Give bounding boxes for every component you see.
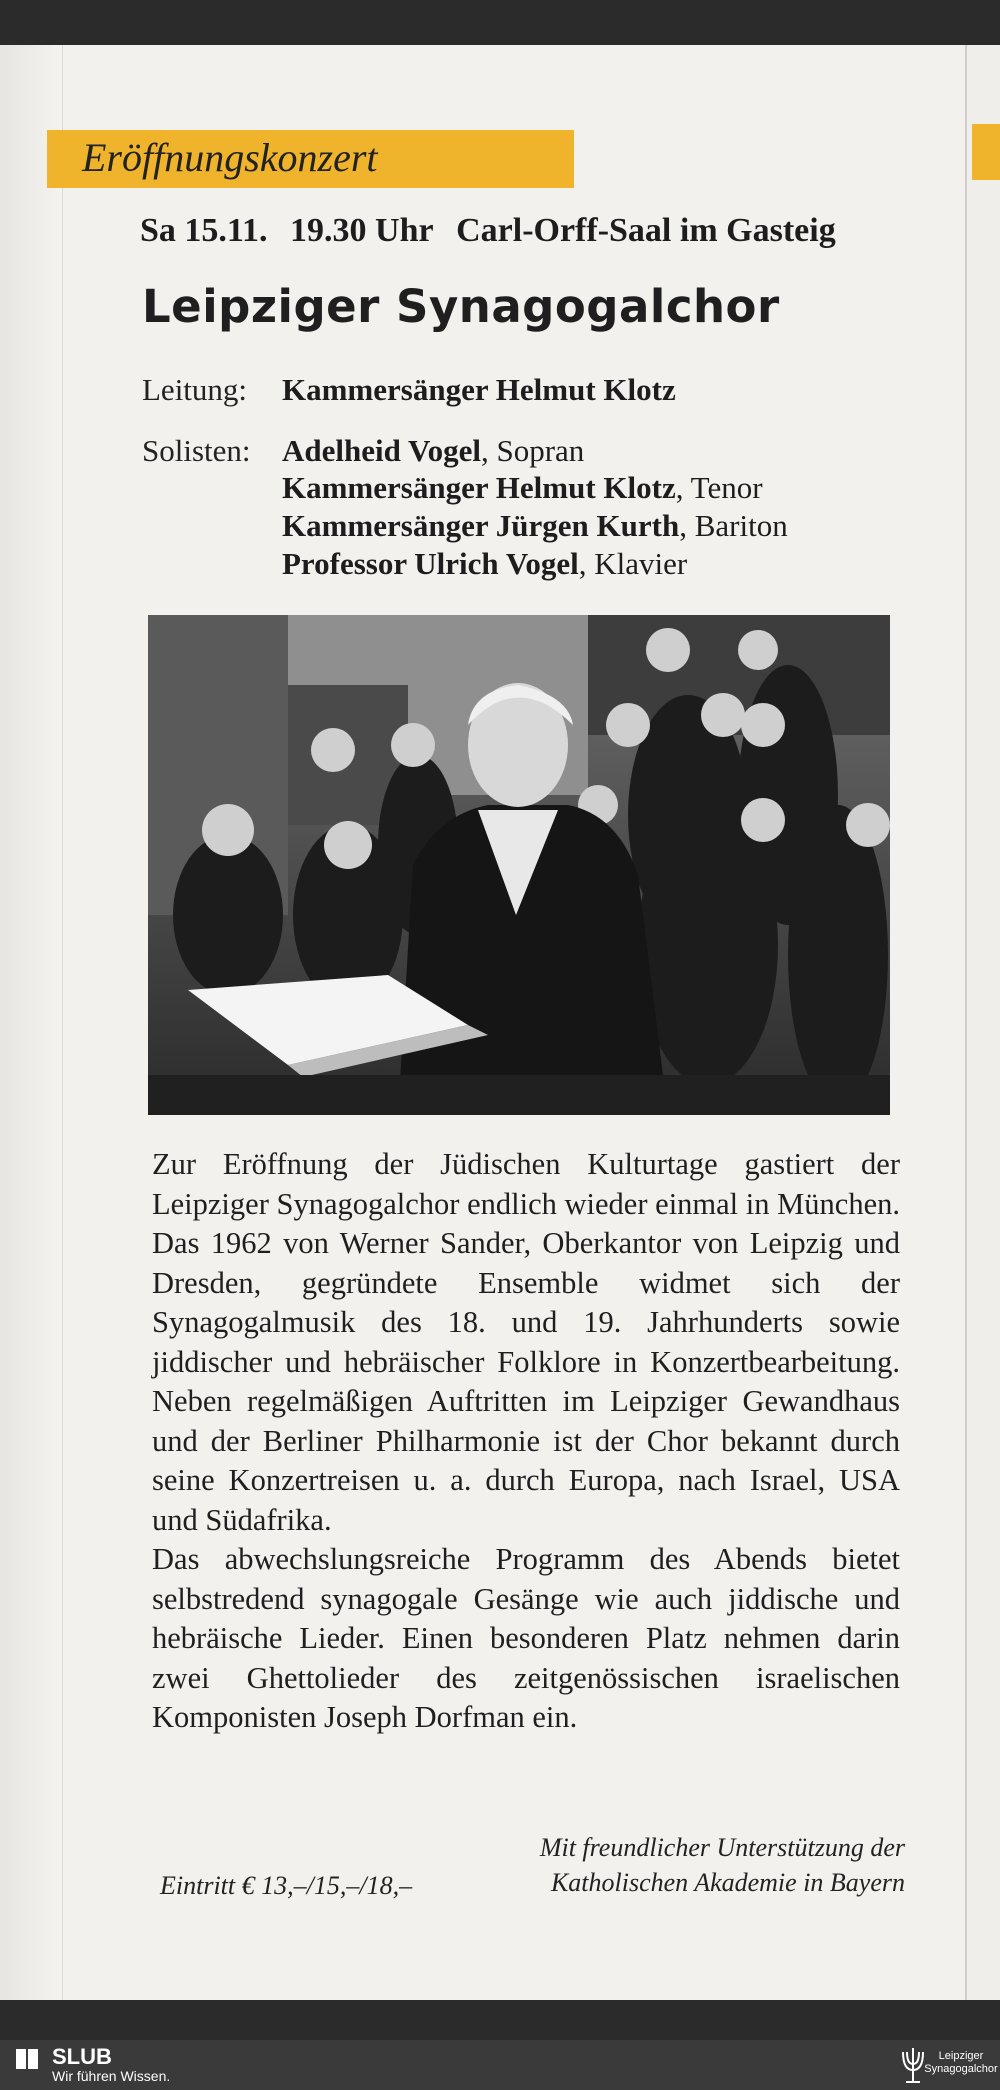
description-paragraph-1: Zur Eröffnung der Jüdischen Kulturtage gastiert der Leipziger Synagogalchor endlich wieder einmal in München. Das 1962 von Werner Sander, Oberkantor von Leipzig und Dresden, gegründete Ensemble widmet sich der Synagogalmusik des 18. und 19. Jahrhunderts sowie jiddischer und hebräischer Folklore in Konzertbearbeitung. Neben regelmäßigen Auftritten im Leipziger Gewandhaus und der Berliner Philharmonie ist der Chor bekannt durch seine Konzertreisen u. a. durch Europa, nach Israel, USA und Südafrika. bbox=[152, 1147, 900, 1537]
leitung-name: Kammersänger Helmut Klotz bbox=[282, 372, 676, 407]
soloist-name: Adelheid Vogel bbox=[282, 433, 481, 468]
soloist-role: , Sopran bbox=[480, 433, 585, 468]
page-fold-left bbox=[0, 45, 63, 2000]
choir-logo-line-2: Synagogalchor bbox=[924, 2063, 998, 2075]
choir-title: Leipziger Synagogalchor bbox=[142, 280, 780, 333]
page-fold-right bbox=[965, 45, 1000, 2000]
sponsor-line-1: Mit freundlicher Unterstützung der bbox=[539, 1833, 905, 1862]
soloist-name: Professor Ulrich Vogel bbox=[282, 546, 579, 581]
choir-photo bbox=[148, 615, 890, 1115]
soloist-role: , Tenor bbox=[675, 470, 763, 505]
event-venue: Carl-Orff-Saal im Gasteig bbox=[456, 212, 836, 249]
section-banner-title: Eröffnungskonzert bbox=[82, 135, 378, 180]
soloist-1 bbox=[282, 433, 584, 469]
soloist-role: , Klavier bbox=[578, 546, 688, 581]
admission-price: Eintritt € 13,–/15,–/18,– bbox=[160, 1871, 413, 1900]
soloist-3 bbox=[282, 508, 788, 544]
choir-logo-text bbox=[922, 2050, 1000, 2076]
soloist-name: Kammersänger Helmut Klotz bbox=[282, 470, 676, 505]
sponsor-line-2: Katholischen Akademie in Bayern bbox=[550, 1868, 905, 1897]
slub-name[interactable]: SLUB bbox=[52, 2044, 112, 2069]
slub-slogan: Wir führen Wissen. bbox=[52, 2068, 171, 2084]
description-text bbox=[152, 1145, 900, 1738]
description-paragraph-2: Das abwechslungsreiche Programm des Abends bietet selbstredend synagogale Gesänge wie auch jiddische und hebräische Lieder. Einen besonderen Platz nehmen darin zwei Ghettolieder des zeitgenössischen israelischen Komponisten Joseph Dorfman ein. bbox=[152, 1542, 900, 1734]
book-icon bbox=[14, 2046, 40, 2072]
leitung-label: Leitung: bbox=[142, 372, 248, 407]
next-page-banner-edge bbox=[972, 124, 1000, 180]
event-date-line bbox=[140, 212, 850, 250]
solisten-label: Solisten: bbox=[142, 433, 251, 468]
event-time: 19.30 Uhr bbox=[290, 212, 434, 249]
soloist-name: Kammersänger Jürgen Kurth bbox=[282, 508, 680, 543]
soloist-4 bbox=[282, 546, 687, 582]
choir-logo-line-1: Leipziger bbox=[938, 2050, 984, 2062]
sponsor-note bbox=[480, 1830, 905, 1900]
soloist-2 bbox=[282, 470, 763, 506]
soloist-role: , Bariton bbox=[679, 508, 788, 543]
event-date: Sa 15.11. bbox=[140, 212, 268, 249]
